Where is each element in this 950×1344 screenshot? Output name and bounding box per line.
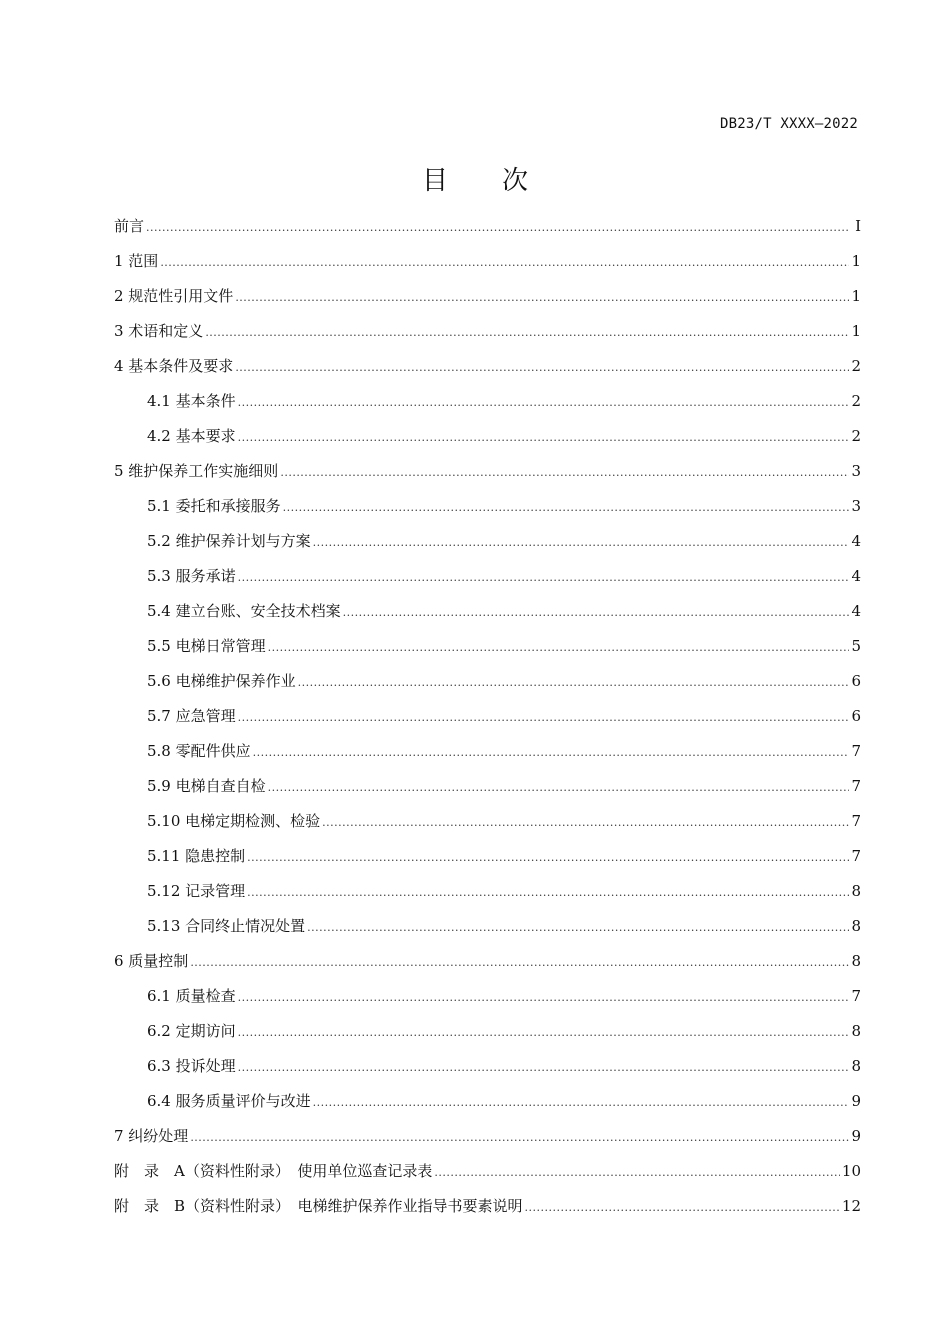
document-code: DB23/T XXXX—2022 — [719, 116, 858, 132]
toc-entry-page-number: 3 — [851, 462, 861, 480]
toc-entry[interactable] — [114, 769, 861, 804]
dot-leader — [253, 735, 849, 770]
toc-entry-page-number: 4 — [851, 567, 861, 585]
toc-entry[interactable] — [114, 699, 861, 734]
toc-entry-page-number: 8 — [851, 1057, 861, 1075]
toc-entry-label: 附 录 A（资料性附录） 使用单位巡查记录表 — [114, 1162, 433, 1180]
toc-entry-page-number: 8 — [851, 882, 861, 900]
toc-entry-label: 5 维护保养工作实施细则 — [114, 462, 279, 480]
dot-leader — [343, 595, 849, 630]
dot-leader — [247, 840, 849, 875]
toc-entry[interactable] — [114, 489, 861, 524]
dot-leader — [238, 1050, 849, 1085]
toc-entry-label: 5.4 建立台账、安全技术档案 — [147, 602, 341, 620]
toc-entry[interactable] — [114, 734, 861, 769]
toc-entry-page-number: 2 — [851, 357, 861, 375]
dot-leader — [205, 315, 849, 350]
toc-entry[interactable] — [114, 524, 861, 559]
dot-leader — [146, 210, 849, 245]
toc-entry[interactable] — [114, 209, 861, 244]
toc-entry-page-number: 4 — [851, 532, 861, 550]
toc-entry-label: 6.2 定期访问 — [147, 1022, 236, 1040]
toc-entry[interactable] — [114, 1189, 861, 1224]
toc-entry-page-number: 10 — [841, 1162, 861, 1180]
toc-entry[interactable] — [114, 1084, 861, 1119]
toc-entry-label: 5.6 电梯维护保养作业 — [147, 672, 296, 690]
toc-entry[interactable] — [114, 839, 861, 874]
dot-leader — [434, 1155, 840, 1190]
dot-leader — [283, 490, 849, 525]
toc-entry[interactable] — [114, 349, 861, 384]
dot-leader — [238, 1015, 849, 1050]
toc-entry-page-number: 7 — [851, 812, 861, 830]
dot-leader — [238, 700, 849, 735]
toc-entry-page-number: 8 — [851, 952, 861, 970]
toc-entry[interactable] — [114, 664, 861, 699]
toc-entry-label: 5.7 应急管理 — [147, 707, 236, 725]
toc-entry[interactable] — [114, 279, 861, 314]
toc-entry[interactable] — [114, 944, 861, 979]
toc-entry[interactable] — [114, 559, 861, 594]
toc-entry[interactable] — [114, 1154, 861, 1189]
dot-leader — [190, 1120, 849, 1155]
toc-entry-label: 4.2 基本要求 — [147, 427, 236, 445]
toc-entry-page-number: 6 — [851, 672, 861, 690]
toc-entry-page-number: 1 — [851, 252, 861, 270]
toc-entry-page-number: 4 — [851, 602, 861, 620]
dot-leader — [280, 455, 849, 490]
dot-leader — [235, 350, 849, 385]
toc-entry-label: 5.1 委托和承接服务 — [147, 497, 281, 515]
dot-leader — [307, 910, 849, 945]
toc-entry[interactable] — [114, 384, 861, 419]
dot-leader — [247, 875, 849, 910]
toc-entry-page-number: 5 — [851, 637, 861, 655]
toc-entry-label: 3 术语和定义 — [114, 322, 204, 340]
toc-entry-page-number: 7 — [851, 847, 861, 865]
toc-entry-label: 7 纠纷处理 — [114, 1127, 189, 1145]
dot-leader — [238, 385, 849, 420]
toc-entry[interactable] — [114, 1049, 861, 1084]
dot-leader — [268, 630, 849, 665]
toc-entry-page-number: 8 — [851, 917, 861, 935]
toc-entry-page-number: 7 — [851, 742, 861, 760]
toc-entry-label: 5.10 电梯定期检测、检验 — [147, 812, 321, 830]
toc-entry[interactable] — [114, 419, 861, 454]
toc-entry-page-number: 9 — [851, 1127, 861, 1145]
dot-leader — [298, 665, 849, 700]
toc-entry-page-number: 2 — [851, 427, 861, 445]
toc-entry[interactable] — [114, 244, 861, 279]
toc-entry-page-number: 2 — [851, 392, 861, 410]
toc-entry-page-number: 6 — [851, 707, 861, 725]
toc-entry-label: 6 质量控制 — [114, 952, 189, 970]
toc-entry-label: 5.2 维护保养计划与方案 — [147, 532, 311, 550]
toc-entry-label: 5.12 记录管理 — [147, 882, 246, 900]
toc-entry-label: 6.3 投诉处理 — [147, 1057, 236, 1075]
toc-entry[interactable] — [114, 1119, 861, 1154]
toc-entry-label: 前言 — [114, 217, 145, 235]
dot-leader — [160, 245, 849, 280]
toc-entry-page-number: 1 — [851, 322, 861, 340]
toc-entry[interactable] — [114, 454, 861, 489]
toc-entry-label: 附 录 B（资料性附录） 电梯维护保养作业指导书要素说明 — [114, 1197, 523, 1215]
toc-entry-label: 5.11 隐患控制 — [147, 847, 246, 865]
toc-entry-page-number: 7 — [851, 777, 861, 795]
toc-entry-label: 5.8 零配件供应 — [147, 742, 251, 760]
toc-entry[interactable] — [114, 629, 861, 664]
toc-entry-page-number: 12 — [841, 1197, 861, 1215]
toc-entry-page-number: 3 — [851, 497, 861, 515]
toc-entry-page-number: 8 — [851, 1022, 861, 1040]
dot-leader — [238, 420, 849, 455]
toc-entry-label: 5.9 电梯自查自检 — [147, 777, 266, 795]
dot-leader — [525, 1190, 840, 1225]
dot-leader — [235, 280, 849, 315]
dot-leader — [238, 980, 849, 1015]
dot-leader — [313, 1085, 849, 1120]
toc-entry-label: 5.5 电梯日常管理 — [147, 637, 266, 655]
toc-entry[interactable] — [114, 874, 861, 909]
toc-entry[interactable] — [114, 314, 861, 349]
toc-entry-label: 5.3 服务承诺 — [147, 567, 236, 585]
dot-leader — [322, 805, 849, 840]
toc-entry[interactable] — [114, 1014, 861, 1049]
toc-entry-label: 4 基本条件及要求 — [114, 357, 234, 375]
toc-entry-page-number: 7 — [851, 987, 861, 1005]
toc-entry-label: 5.13 合同终止情况处置 — [147, 917, 306, 935]
page-title: 目次 — [421, 166, 582, 196]
toc-entry-label: 4.1 基本条件 — [147, 392, 236, 410]
toc-entry-page-number: Ⅰ — [855, 217, 861, 235]
toc-entry-label: 6.1 质量检查 — [147, 987, 236, 1005]
dot-leader — [190, 945, 849, 980]
dot-leader — [313, 525, 849, 560]
toc-entry-label: 1 范围 — [114, 252, 159, 270]
toc-entry[interactable] — [114, 979, 861, 1014]
toc-entry-label: 2 规范性引用文件 — [114, 287, 234, 305]
toc-entry-label: 6.4 服务质量评价与改进 — [147, 1092, 311, 1110]
toc-entry[interactable] — [114, 909, 861, 944]
toc-entry-page-number: 9 — [851, 1092, 861, 1110]
dot-leader — [268, 770, 849, 805]
table-of-contents — [114, 209, 861, 1224]
dot-leader — [238, 560, 849, 595]
toc-entry[interactable] — [114, 594, 861, 629]
toc-entry-page-number: 1 — [851, 287, 861, 305]
toc-entry[interactable] — [114, 804, 861, 839]
